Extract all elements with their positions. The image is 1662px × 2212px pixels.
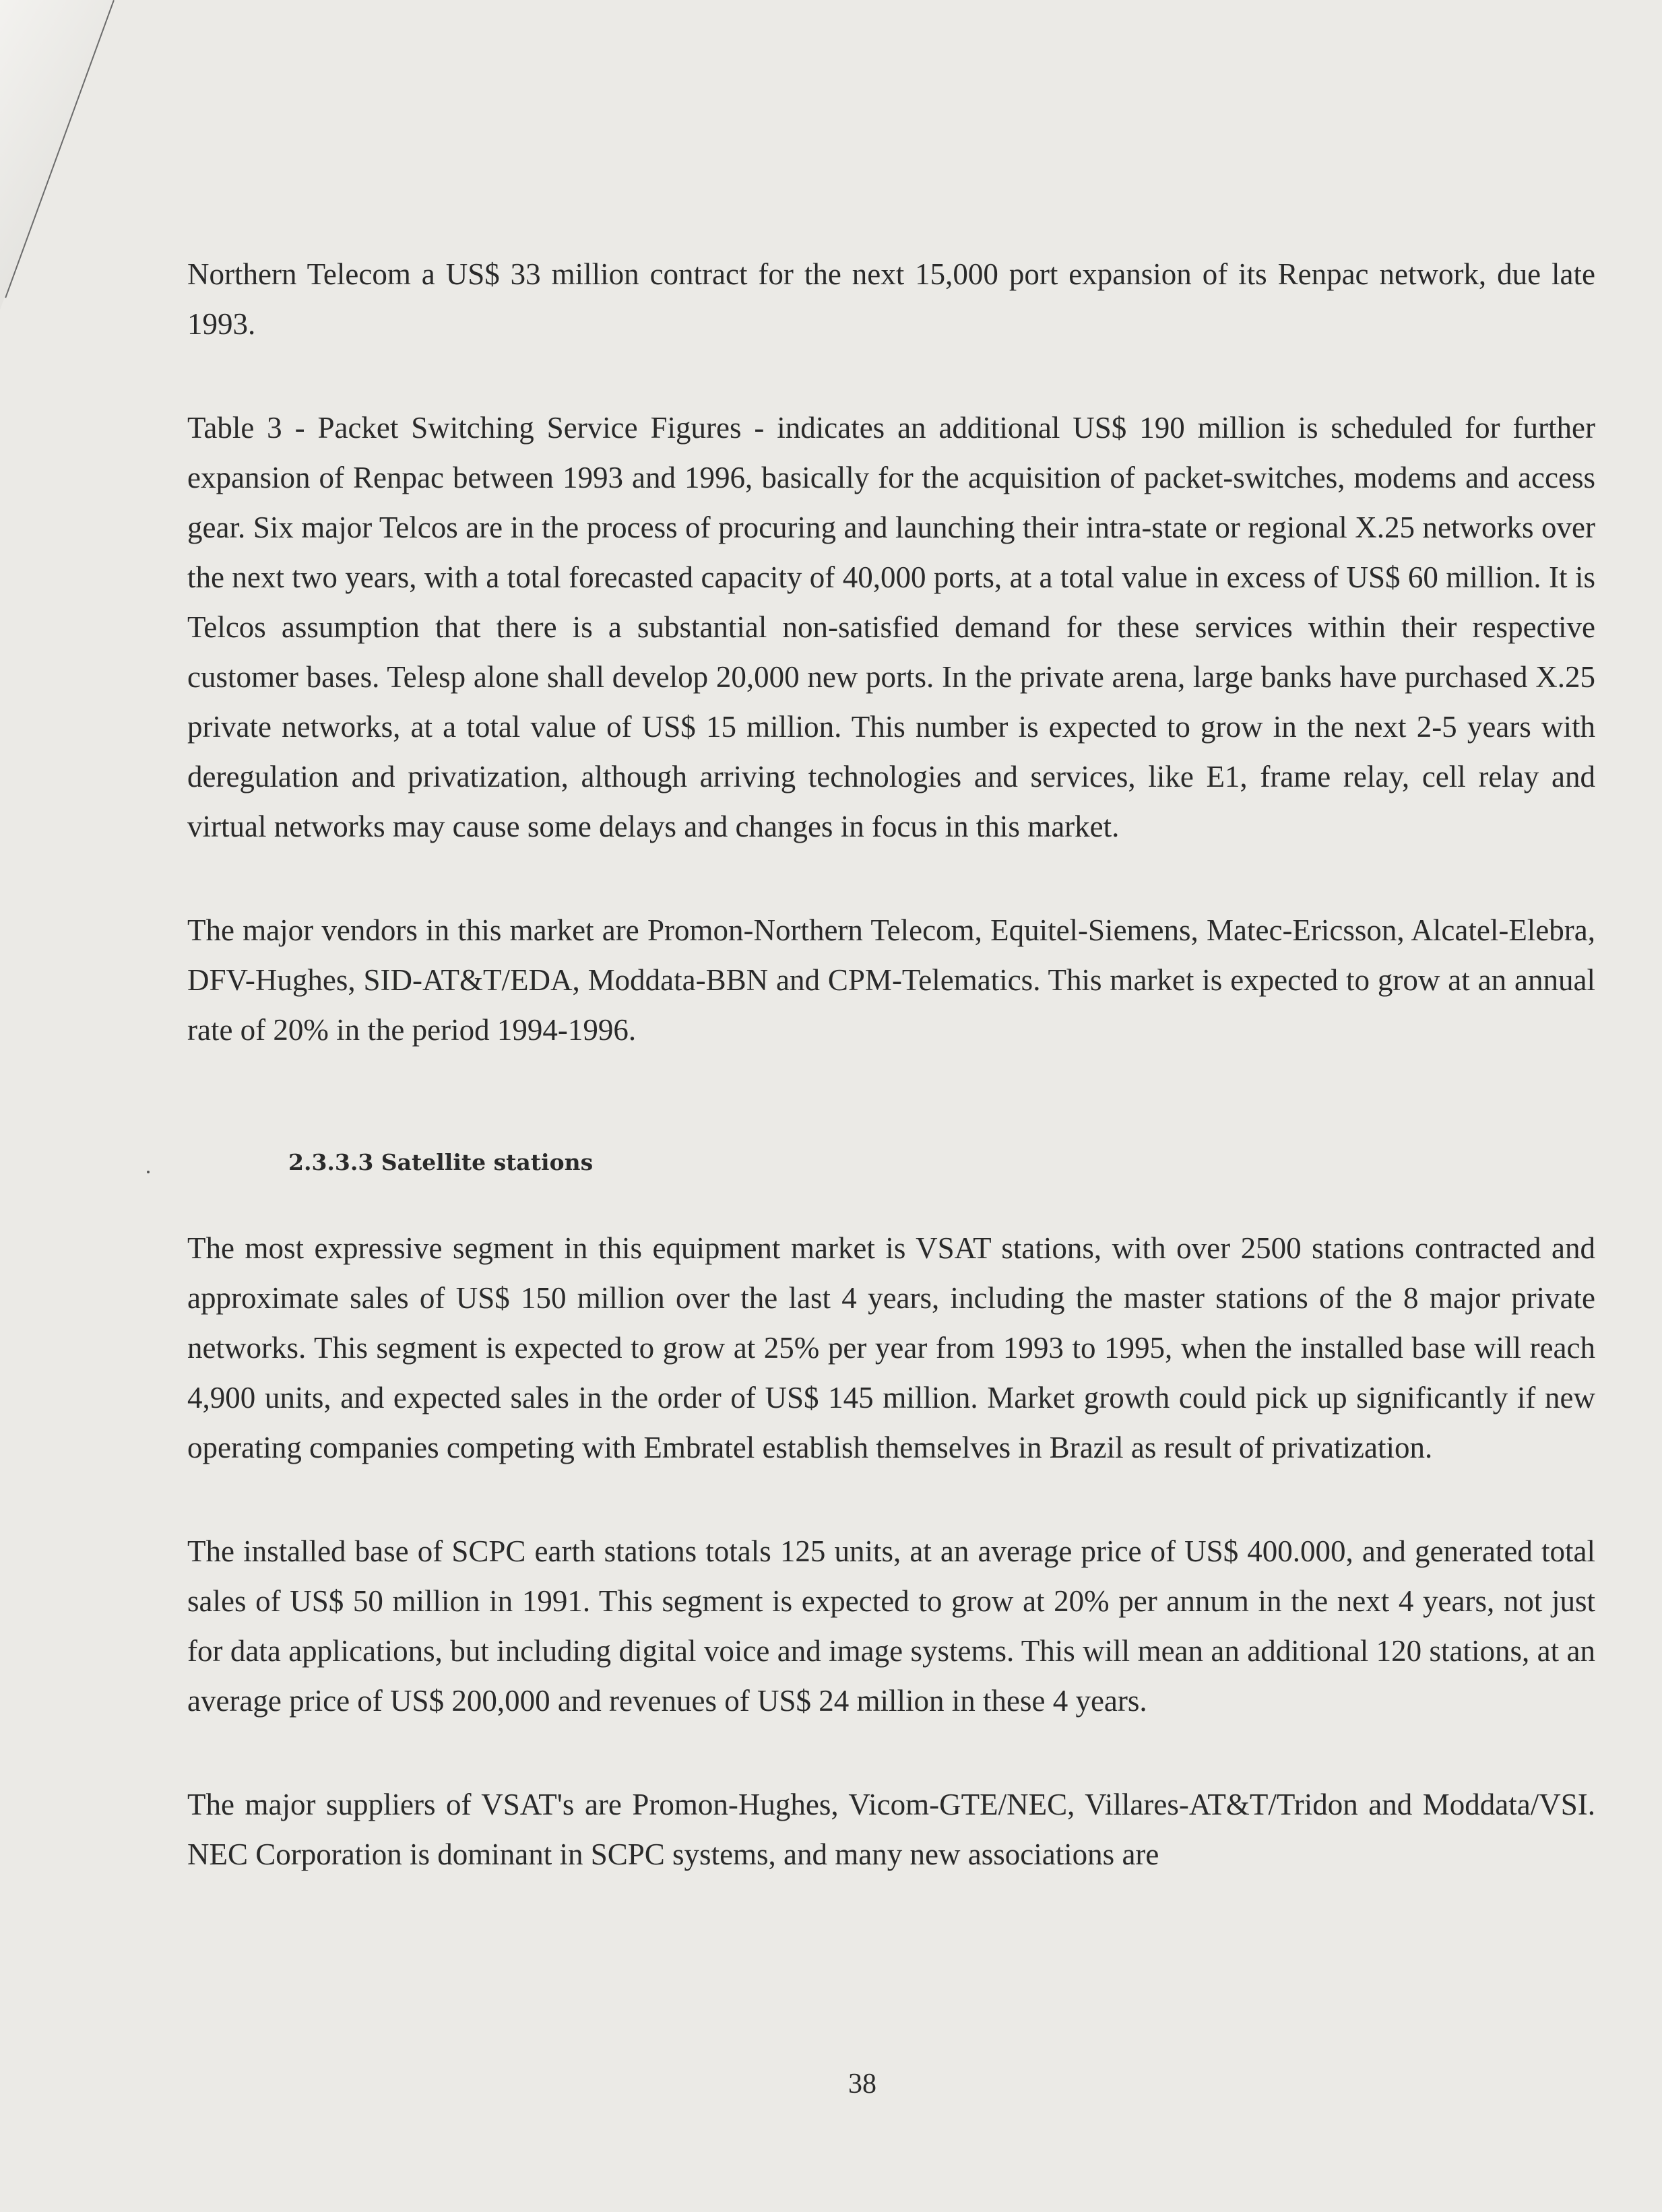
paragraph-vsat-stations: The most expressive segment in this equipment market is VSAT stations, with over 2500 stations contracted and approximate sales of US$ 150 million over the last 4 years, including the master stations of the 8 major private networks. This segment is expected to grow at 25% per year from 1993 to 1995, when the installed base will reach 4,900 units, and expected sales in the order of US$ 145 million. Market growth could pick up significantly if new operating companies competing with Embratel establish themselves in Brazil as result of privatization.: [187, 1231, 1595, 1464]
paragraph-vsat-suppliers: The major suppliers of VSAT's are Promon-Hughes, Vicom-GTE/NEC, Villares-AT&T/Tridon and Moddata/VSI. NEC Corporation is dominant in SCPC systems, and many new associations are: [187, 1788, 1595, 1871]
page-corner-fold: [0, 0, 175, 310]
stray-mark: [147, 1171, 150, 1173]
document-body: [187, 249, 1595, 1933]
paragraph-renpac-contract: Northern Telecom a US$ 33 million contract for the next 15,000 port expansion of its Renpac network, due late 1993.: [187, 257, 1595, 341]
paragraph-scpc-stations: The installed base of SCPC earth stations totals 125 units, at an average price of US$ 400.000, and generated total sales of US$ 50 million in 1991. This segment is expected to grow at 20% per annum in the next 4 years, not just for data applications, but including digital voice and image systems. This will mean an additional 120 stations, at an average price of US$ 200,000 and revenues of US$ 24 million in these 4 years.: [187, 1534, 1595, 1718]
paragraph-major-vendors: The major vendors in this market are Promon-Northern Telecom, Equitel-Siemens, Matec-Ericsson, Alcatel-Elebra, DFV-Hughes, SID-AT&T/EDA, Moddata-BBN and CPM-Telematics. This market is expected to grow at an annual rate of 20% in the period 1994-1996.: [187, 913, 1595, 1047]
paragraph-packet-switching: Table 3 - Packet Switching Service Figures - indicates an additional US$ 190 million is scheduled for further expansion of Renpac between 1993 and 1996, basically for the acquisition of packet-switches, modems and access gear. Six major Telcos are in the process of procuring and launching their intra-state or regional X.25 networks over the next two years, with a total forecasted capacity of 40,000 ports, at a total value in excess of US$ 60 million. It is Telcos assumption that there is a substantial non-satisfied demand for these services within their respective customer bases. Telesp alone shall develop 20,000 new ports. In the private arena, large banks have purchased X.25 private networks, at a total value of US$ 15 million. This number is expected to grow in the next 2-5 years with deregulation and privatization, although arriving technologies and services, like E1, frame relay, cell relay and virtual networks may cause some delays and changes in focus in this market.: [187, 411, 1595, 843]
section-heading: 2.3.3.3 Satellite stations: [288, 1149, 594, 1175]
page-number: 38: [848, 2069, 876, 2100]
